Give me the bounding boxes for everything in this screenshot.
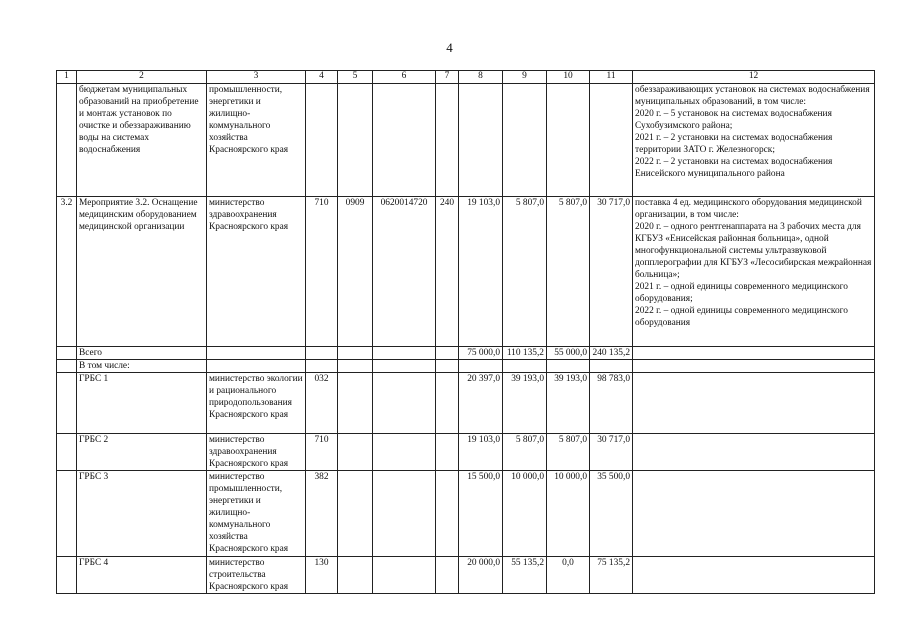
amount-2020: 75 000,0 [459,347,503,360]
table-row-subheading [57,360,875,373]
grbs-name: министерство здравоохранения Красноярского края [207,197,306,347]
grbs-name [207,347,306,360]
grbs-name: министерство строительства Красноярского края [207,557,306,594]
amount-2021 [503,360,547,373]
amount-2021 [503,84,547,197]
amount-total: 30 717,0 [590,434,633,471]
table-row-grbs [57,557,875,594]
header-cell: 4 [306,71,338,84]
section-code [338,557,373,594]
expected-result [633,557,875,594]
amount-2020: 19 103,0 [459,434,503,471]
grbs-code [306,347,338,360]
amount-total [590,84,633,197]
section-code [338,84,373,197]
grbs-code [306,360,338,373]
header-cell: 7 [436,71,459,84]
header-cell: 5 [338,71,373,84]
expense-type-code [436,373,459,434]
amount-2020: 20 000,0 [459,557,503,594]
activity-name: ГРБС 3 [77,471,207,557]
amount-2021: 110 135,2 [503,347,547,360]
page-number: 4 [446,40,453,55]
section-code [338,434,373,471]
header-cell: 9 [503,71,547,84]
activity-name: Всего [77,347,207,360]
target-code [373,84,436,197]
row-number [57,471,77,557]
expense-type-code [436,434,459,471]
target-code [373,471,436,557]
grbs-name: министерство промышленности, энергетики и жилищно-коммунального хозяйства Красноярского края [207,471,306,557]
row-number [57,557,77,594]
row-number: 3.2 [57,197,77,347]
header-cell: 10 [547,71,590,84]
grbs-code: 710 [306,197,338,347]
target-code [373,360,436,373]
expense-type-code: 240 [436,197,459,347]
section-code [338,347,373,360]
row-number [57,373,77,434]
amount-2022: 5 807,0 [547,434,590,471]
activity-name: бюджетам муниципальных образований на приобретение и монтаж установок по очистке и обеззараживанию воды на системах водоснабжения [77,84,207,197]
amount-2021: 5 807,0 [503,197,547,347]
amount-2021: 5 807,0 [503,434,547,471]
amount-2021: 55 135,2 [503,557,547,594]
row-number [57,347,77,360]
expected-result [633,434,875,471]
expected-result [633,360,875,373]
activity-name: ГРБС 2 [77,434,207,471]
expected-result [633,471,875,557]
budget-table [56,70,875,594]
target-code [373,557,436,594]
expected-result [633,373,875,434]
expected-result: обеззараживающих установок на системах водоснабжения муниципальных образований, в том числе: 2020 г. – 5 установок на системах водоснабжения Сухобузимского района; 2021 г. – 2 установки на системах водоснабжения территории ЗАТО г. Железногорск; 2022 г. – 2 установки на системах водоснабжения Енисейского муниципального района [633,84,875,197]
amount-2022: 39 193,0 [547,373,590,434]
amount-2022: 55 000,0 [547,347,590,360]
section-code [338,373,373,434]
table-row [57,84,875,197]
grbs-name: министерство экологии и рационального природопользования Красноярского края [207,373,306,434]
header-cell: 12 [633,71,875,84]
table-row [57,197,875,347]
section-code: 0909 [338,197,373,347]
grbs-code [306,84,338,197]
amount-2022: 10 000,0 [547,471,590,557]
grbs-name: министерство здравоохранения Красноярского края [207,434,306,471]
amount-2022 [547,360,590,373]
activity-name: ГРБС 4 [77,557,207,594]
amount-2021: 10 000,0 [503,471,547,557]
header-cell: 11 [590,71,633,84]
amount-2020: 19 103,0 [459,197,503,347]
row-number [57,360,77,373]
header-cell: 2 [77,71,207,84]
expected-result [633,347,875,360]
table-row-grbs [57,373,875,434]
amount-total [590,360,633,373]
amount-2022: 0,0 [547,557,590,594]
amount-2020 [459,360,503,373]
expected-result: поставка 4 ед. медицинского оборудования медицинской организации, в том числе: 2020 г. – одного рентгенаппарата на 3 рабочих места для КГБУЗ «Енисейская районная больница», одной многофункциональной системы ультразвуковой допплерографии для КГБУЗ «Лесосибирская межрайонная больница»; 2021 г. – одной единицы современного медицинского оборудования; 2022 г. – одной единицы современного медицинского оборудования [633,197,875,347]
target-code [373,373,436,434]
header-cell: 3 [207,71,306,84]
target-code: 0620014720 [373,197,436,347]
header-cell: 8 [459,71,503,84]
section-code [338,471,373,557]
activity-name: ГРБС 1 [77,373,207,434]
amount-2022 [547,84,590,197]
table-row-grbs [57,471,875,557]
target-code [373,347,436,360]
amount-total: 98 783,0 [590,373,633,434]
grbs-name: промышленности, энергетики и жилищно-коммунального хозяйства Красноярского края [207,84,306,197]
amount-2022: 5 807,0 [547,197,590,347]
header-cell: 6 [373,71,436,84]
amount-2020: 20 397,0 [459,373,503,434]
target-code [373,434,436,471]
section-code [338,360,373,373]
amount-total: 75 135,2 [590,557,633,594]
amount-2021: 39 193,0 [503,373,547,434]
grbs-code: 710 [306,434,338,471]
amount-total: 35 500,0 [590,471,633,557]
grbs-code: 032 [306,373,338,434]
table-row-grbs [57,434,875,471]
grbs-name [207,360,306,373]
grbs-code: 130 [306,557,338,594]
amount-2020: 15 500,0 [459,471,503,557]
amount-total: 240 135,2 [590,347,633,360]
row-number [57,434,77,471]
activity-name: Мероприятие 3.2. Оснащение медицинским оборудованием медицинской организации [77,197,207,347]
header-cell: 1 [57,71,77,84]
column-number-header [57,71,875,84]
activity-name: В том числе: [77,360,207,373]
row-number [57,84,77,197]
expense-type-code [436,557,459,594]
grbs-code: 382 [306,471,338,557]
expense-type-code [436,347,459,360]
expense-type-code [436,360,459,373]
expense-type-code [436,84,459,197]
amount-total: 30 717,0 [590,197,633,347]
amount-2020 [459,84,503,197]
expense-type-code [436,471,459,557]
table-row-total [57,347,875,360]
